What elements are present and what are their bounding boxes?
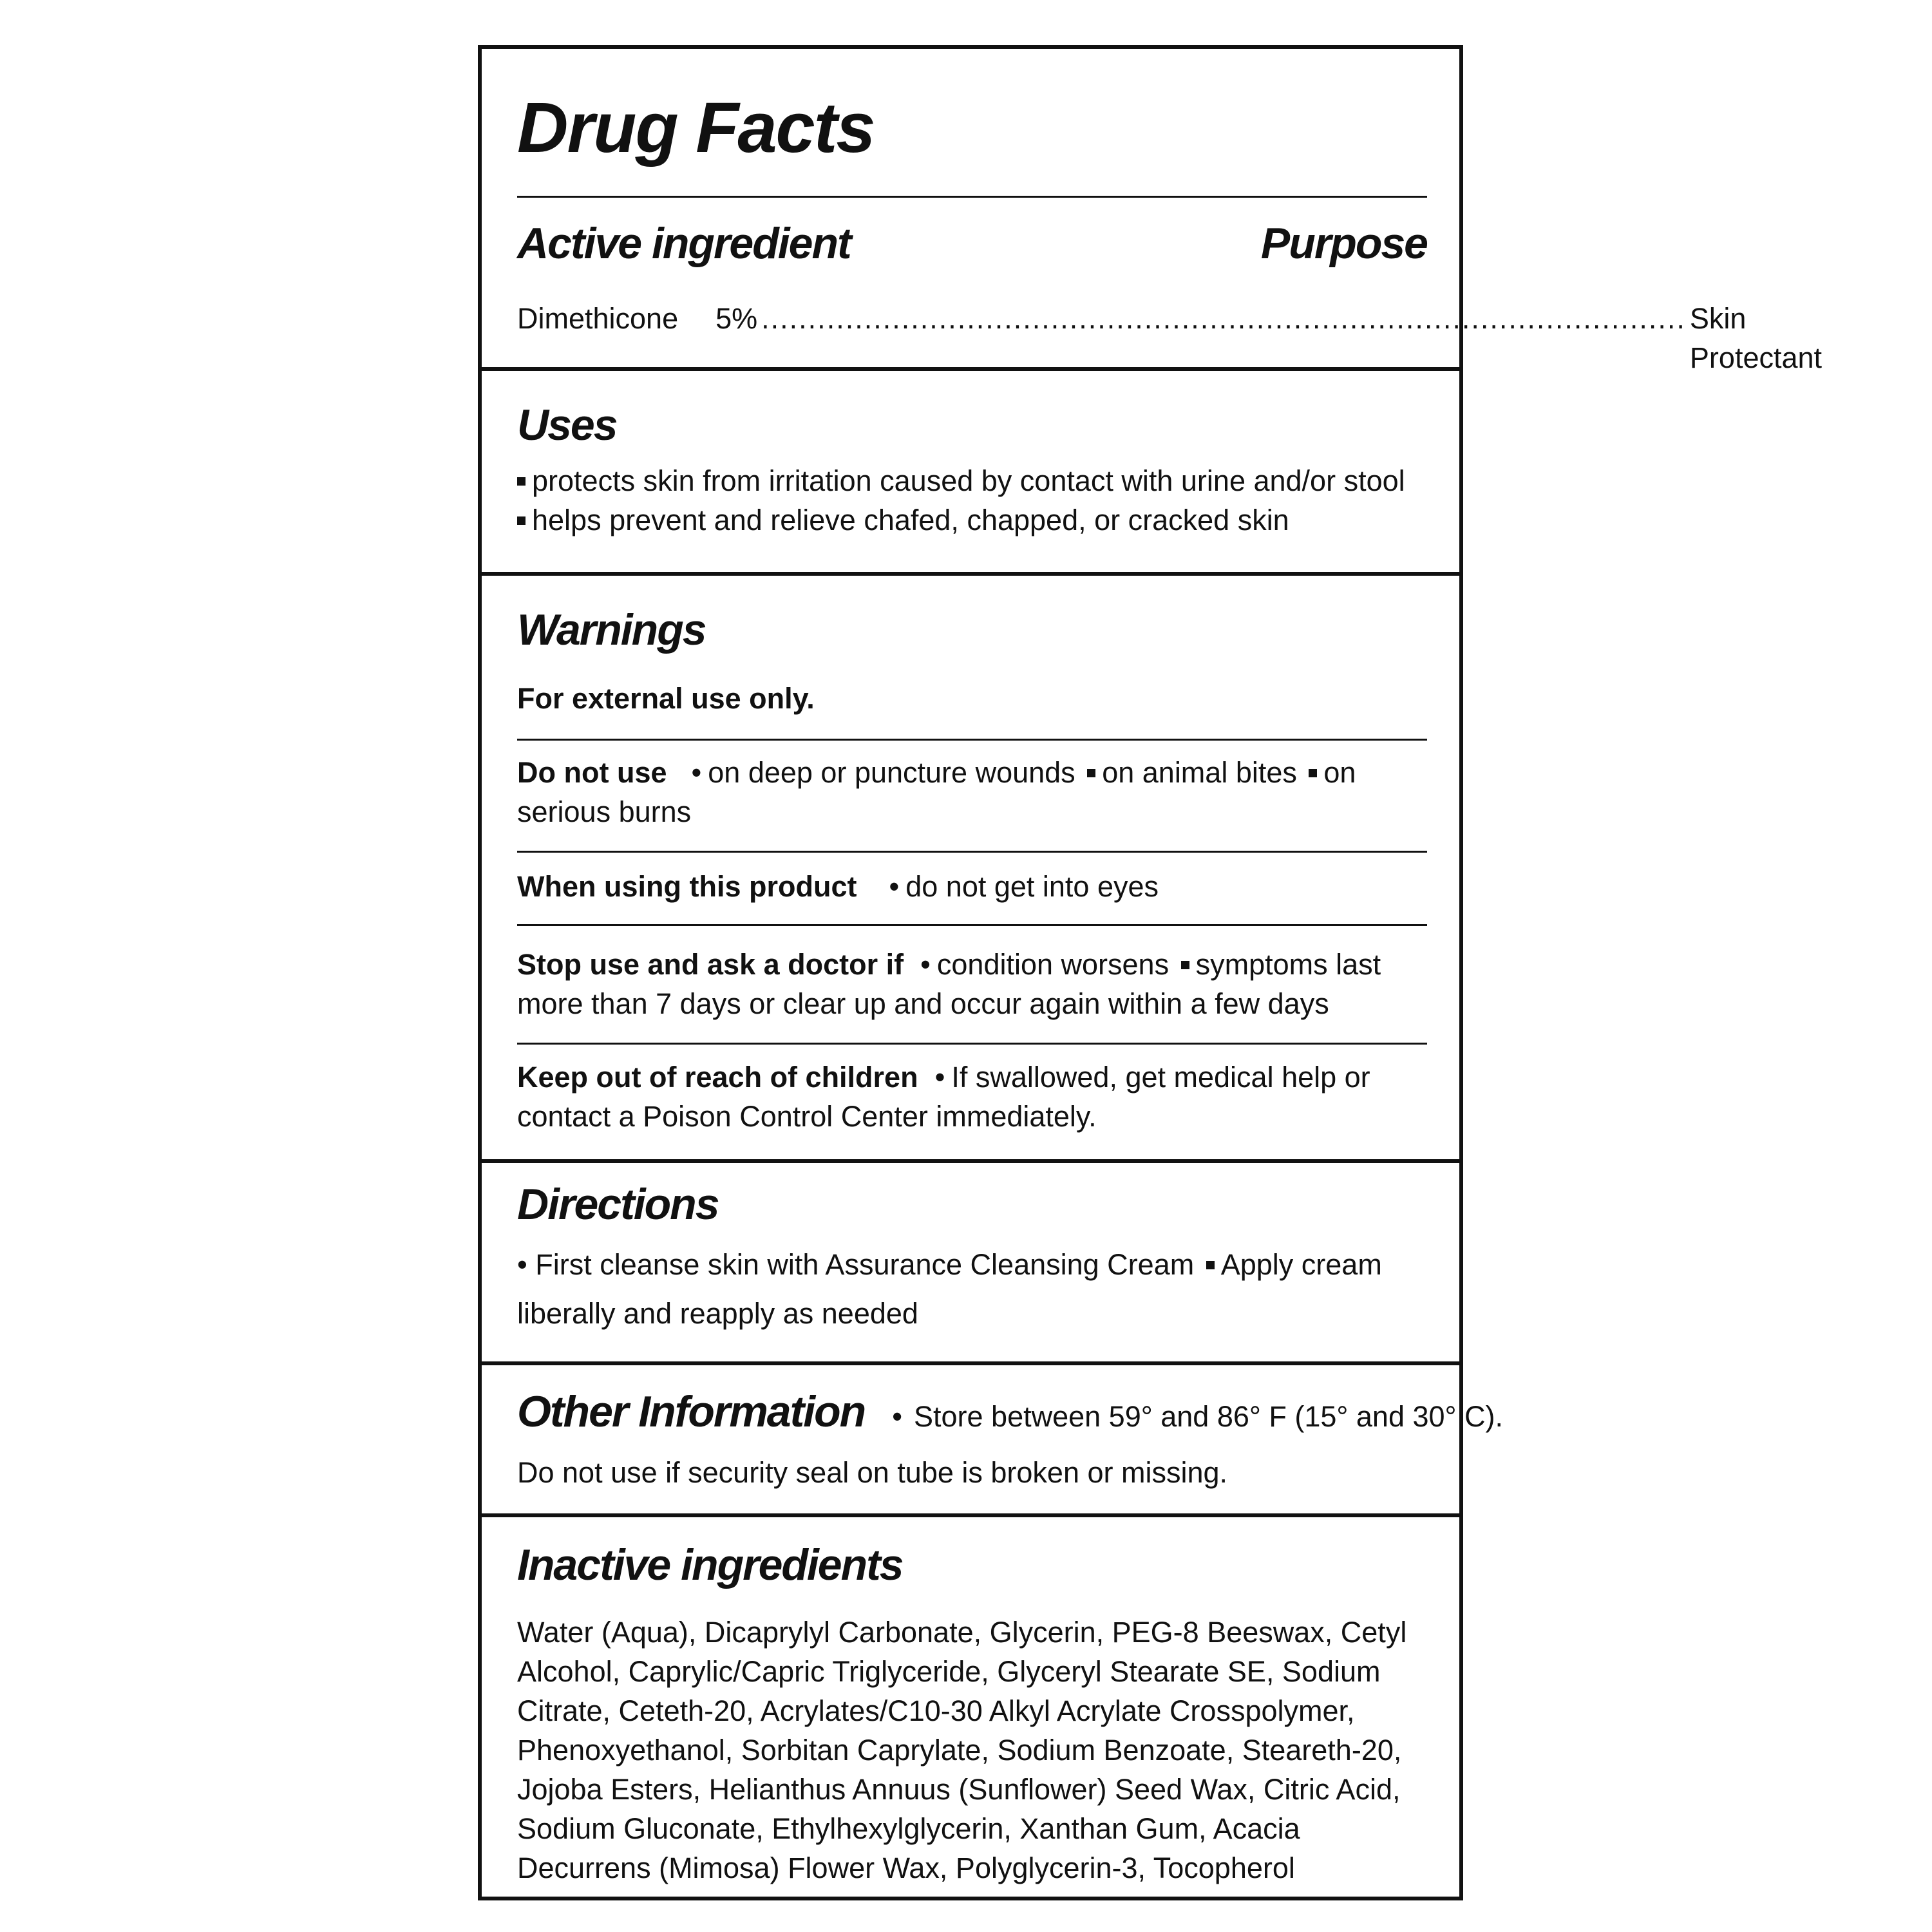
security-seal-text: Do not use if security seal on tube is broken or missing. [517, 1456, 1228, 1489]
do-not-use-block: Do not use • on deep or puncture wounds on animal bites on serious burns [517, 753, 1427, 831]
bullet-icon: • [517, 1248, 527, 1281]
bullet-icon: • [934, 1061, 945, 1094]
warnings-divider [517, 924, 1427, 926]
bullet-icon: • [691, 756, 702, 789]
warnings-heading: Warnings [517, 605, 706, 654]
active-ingredient-row [517, 299, 1823, 377]
warnings-divider [517, 851, 1427, 853]
inactive-ingredients-text: Water (Aqua), Dicaprylyl Carbonate, Glycerin, PEG-8 Beeswax, Cetyl Alcohol, Caprylic/Capric Triglyceride, Glyceryl Stearate SE, Sodium Citrate, Ceteth-20, Acrylates/C10-30 Alkyl Acrylate Crosspolymer, Phenoxyethanol, Sorbitan Caprylate, Sodium Benzoate, Steareth-20, Jojoba Esters, Helianthus Annuus (Sunflower) Seed Wax, Citric Acid, Sodium Gluconate, Ethylhexylglycerin, Xanthan Gum, Acacia Decurrens (Mimosa) Flower Wax, Polyglycerin-3, Tocopherol [517, 1616, 1407, 1884]
uses-heading: Uses [517, 401, 617, 450]
uses-section [482, 371, 1459, 576]
title-divider [517, 196, 1427, 198]
bullet-icon: • [889, 870, 900, 903]
warnings-section [482, 576, 1459, 1163]
stop-use-block: Stop use and ask a doctor if • condition worsens symptoms last more than 7 days or clear up and occur again within a few days [517, 945, 1427, 1023]
bullet-icon: • [920, 948, 931, 981]
active-ingredient-section [482, 49, 1823, 374]
square-bullet-icon [1181, 961, 1189, 969]
when-using-block: When using this product • do not get into eyes [517, 867, 1427, 906]
drug-facts-panel [478, 45, 1823, 1900]
active-ingredient-heading: Active ingredient [517, 219, 851, 268]
uses-item: protects skin from irritation caused by contact with urine and/or stool [517, 461, 1427, 500]
directions-heading: Directions [517, 1180, 719, 1229]
square-bullet-icon [1309, 769, 1317, 777]
directions-text: • First cleanse skin with Assurance Cleansing Cream Apply cream liberally and reapply as needed [517, 1248, 1382, 1330]
other-information-section [482, 1365, 1504, 1517]
inactive-ingredients-section [482, 1517, 1459, 1897]
ingredient-purpose: Skin Protectant [1689, 302, 1823, 374]
square-bullet-icon [1087, 769, 1095, 777]
keep-out-block: Keep out of reach of children • If swallowed, get medical help or contact a Poison Control Center immediately. [517, 1057, 1427, 1136]
page-title: Drug Facts [517, 88, 875, 167]
square-bullet-icon [1206, 1261, 1215, 1269]
uses-item: helps prevent and relieve chafed, chapped, or cracked skin [517, 500, 1427, 540]
directions-section [482, 1163, 1459, 1365]
external-use-text: For external use only. [517, 682, 815, 715]
bullet-icon: • [892, 1400, 902, 1433]
ingredient-strength: 5% [715, 302, 758, 335]
other-information-heading: Other Information [517, 1387, 866, 1436]
ingredient-name: Dimethicone [517, 302, 679, 335]
warnings-divider [517, 739, 1427, 741]
storage-text: Store between 59° and 86° F (15° and 30° C). [913, 1400, 1504, 1433]
square-bullet-icon [517, 516, 526, 525]
warnings-divider [517, 1043, 1427, 1045]
square-bullet-icon [517, 477, 526, 486]
dot-leader: ................................................................................................... [761, 302, 1686, 335]
purpose-heading: Purpose [1260, 219, 1427, 268]
inactive-ingredients-heading: Inactive ingredients [517, 1540, 903, 1589]
